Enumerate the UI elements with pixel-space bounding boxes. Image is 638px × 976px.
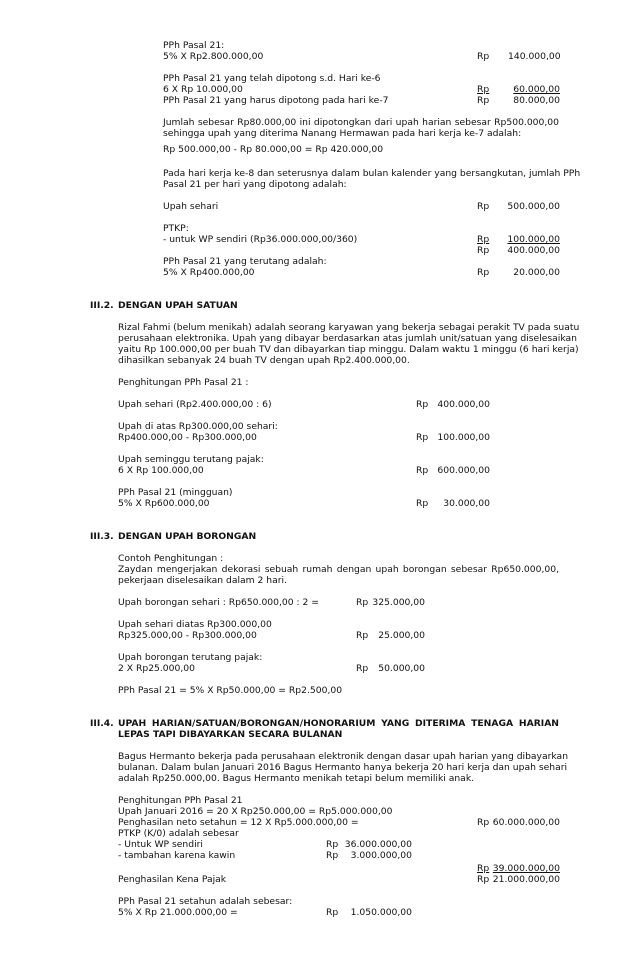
section-number: III.3. [90,531,114,542]
calc-line: Upah borongan sehari : Rp650.000,00 : 2 = [118,597,319,608]
amount-value: 30.000,00 [443,498,490,509]
currency-label: Rp [477,267,490,278]
calc-heading: Contoh Penghitungan : [118,553,224,564]
currency-label: Rp [416,399,429,410]
calc-line: PTKP (K/0) adalah sebesar [118,828,239,839]
calc-line: 5% X Rp2.800.000,00 [163,51,264,62]
paragraph-line: Bagus Hermanto bekerja pada perusahaan elektronik dengan dasar upah harian yang dibayarkan [118,751,569,762]
calc-line: Upah Januari 2016 = 20 X Rp250.000,00 = Rp5.000.000,00 [118,806,393,817]
currency-label: Rp [416,465,429,476]
calc-line: Upah seminggu terutang pajak: [118,454,264,465]
section-title: DENGAN UPAH BORONGAN [118,531,257,542]
amount-value: 25.000,00 [378,630,425,641]
paragraph-line: sehingga upah yang diterima Nanang Hermawan pada hari kerja ke-7 adalah: [163,128,522,139]
currency-label: Rp [356,630,369,641]
calc-line: PPh Pasal 21 = 5% X Rp50.000,00 = Rp2.500,00 [118,685,343,696]
paragraph-line: Rizal Fahmi (belum menikah) adalah seorang karyawan yang bekerja sebagai perakit TV pada suatu [118,322,580,333]
amount-value: 1.050.000,00 [350,907,412,918]
currency-label: Rp [477,51,490,62]
calc-line: PPh Pasal 21 setahun adalah sebesar: [118,896,293,907]
currency-label: Rp [356,597,369,608]
paragraph-line: Zaydan mengerjakan dekorasi sebuah rumah dengan upah borongan sebesar Rp650.000,00, [118,564,559,575]
section-number: III.2. [90,300,114,311]
calc-line: Upah sehari (Rp2.400.000,00 : 6) [118,399,272,410]
calc-line: 6 X Rp 100.000,00 [118,465,204,476]
amount-value: 60.000,00 [513,84,560,95]
currency-label: Rp [416,498,429,509]
paragraph-line: pekerjaan diselesaikan dalam 2 hari. [118,575,287,586]
calc-line: - Untuk WP sendiri [118,839,203,850]
pph21-heading: PPh Pasal 21: [163,40,225,51]
currency-label: Rp [477,234,490,245]
paragraph-line: yaitu Rp 100.000,00 per buah TV dan dibayarkan tiap minggu. Dalam waktu 1 minggu (6 hari kerja) [118,344,579,355]
currency-label: Rp [477,95,490,106]
calc-line: PPh Pasal 21 yang telah dipotong s.d. Hari ke-6 [163,73,381,84]
calc-line: PPh Pasal 21 yang harus dipotong pada hari ke-7 [163,95,389,106]
amount-value: 20.000,00 [513,267,560,278]
calc-line: Upah sehari [163,201,219,212]
paragraph-line: Jumlah sebesar Rp80.000,00 ini dipotongkan dari upah harian sebesar Rp500.000,00 [163,117,559,128]
amount-value: 400.000,00 [437,399,490,410]
calc-line: 2 X Rp25.000,00 [118,663,195,674]
amount-value: 3.000.000,00 [350,850,412,861]
currency-label: Rp [326,850,339,861]
section-title: DENGAN UPAH SATUAN [118,300,238,311]
amount-value: 60.000.000,00 [492,817,560,828]
amount-value: 140.000,00 [508,51,561,62]
amount-value: 39.000.000,00 [492,863,560,874]
currency-label: Rp [356,663,369,674]
calc-heading: Penghitungan PPh Pasal 21 : [118,377,249,388]
paragraph-line: bulanan. Dalam bulan Januari 2016 Bagus Hermanto hanya bekerja 20 hari kerja dan upah sehari [118,762,568,773]
amount-value: 600.000,00 [437,465,490,476]
calc-line: PTKP: [163,223,189,234]
calc-line: Penghasilan neto setahun = 12 X Rp5.000.000,00 = [118,817,359,828]
calc-line: PPh Pasal 21 (mingguan) [118,487,233,498]
calc-line: Upah borongan terutang pajak: [118,652,263,663]
currency-label: Rp [477,874,490,885]
calc-line: - tambahan karena kawin [118,850,236,861]
currency-label: Rp [477,201,490,212]
calc-line: 6 X Rp 10.000,00 [163,84,243,95]
amount-value: 36.000.000,00 [344,839,412,850]
amount-value: 50.000,00 [378,663,425,674]
amount-value: 21.000.000,00 [492,874,560,885]
calc-line: Penghasilan Kena Pajak [118,874,227,885]
calc-heading: Penghitungan PPh Pasal 21 [118,795,243,806]
amount-value: 100.000,00 [437,432,490,443]
calc-line: Rp400.000,00 - Rp300.000,00 [118,432,257,443]
paragraph-line: adalah Rp250.000,00. Bagus Hermanto menikah tetapi belum memiliki anak. [118,773,475,784]
amount-value: 100.000,00 [507,234,560,245]
paragraph-line: perusahaan elektronika. Upah yang dibayar berdasarkan atas jumlah unit/satuan yang diselesaikan [118,333,577,344]
currency-label: Rp [477,245,490,256]
calc-line: Upah sehari diatas Rp300.000,00 [118,619,272,630]
amount-value: 400.000,00 [507,245,560,256]
amount-value: 80.000,00 [513,95,560,106]
calc-line: - untuk WP sendiri (Rp36.000.000,00/360) [163,234,358,245]
currency-label: Rp [326,907,339,918]
section-title: UPAH HARIAN/SATUAN/BORONGAN/HONORARIUM YANG DITERIMA TENAGA HARIAN [118,718,559,729]
calc-line: 5% X Rp400.000,00 [163,267,255,278]
currency-label: Rp [326,839,339,850]
paragraph-line: Pasal 21 per hari yang dipotong adalah: [163,179,347,190]
calc-line: 5% X Rp 21.000.000,00 = [118,907,238,918]
paragraph-line: Pada hari kerja ke-8 dan seterusnya dalam bulan kalender yang bersangkutan, jumlah PPh [163,168,581,179]
amount-value: 325.000,00 [372,597,425,608]
paragraph-line: dihasilkan sebanyak 24 buah TV dengan upah Rp2.400.000,00. [118,355,410,366]
calc-line: PPh Pasal 21 yang terutang adalah: [163,256,327,267]
calc-line: 5% X Rp600.000,00 [118,498,210,509]
calc-line: Rp325.000,00 - Rp300.000,00 [118,630,257,641]
currency-label: Rp [477,817,490,828]
calc-line: Upah di atas Rp300.000,00 sehari: [118,421,278,432]
calc-line: Rp 500.000,00 - Rp 80.000,00 = Rp 420.000,00 [163,144,384,155]
currency-label: Rp [477,84,490,95]
currency-label: Rp [477,863,490,874]
section-number: III.4. [90,718,114,729]
section-title-cont: LEPAS TAPI DIBAYARKAN SECARA BULANAN [118,729,343,740]
currency-label: Rp [416,432,429,443]
amount-value: 500.000,00 [507,201,560,212]
